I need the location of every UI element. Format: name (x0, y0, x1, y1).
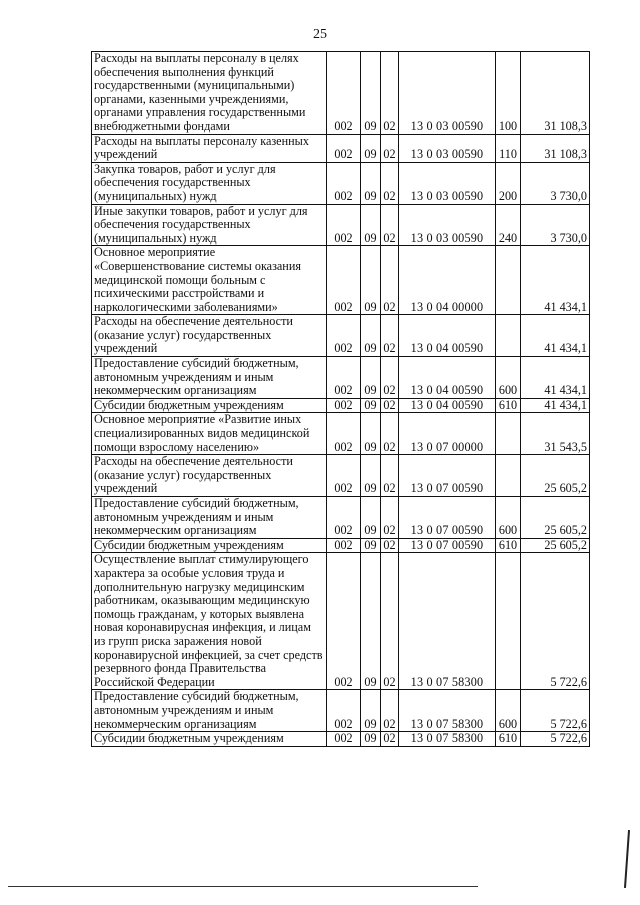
cell-rz: 09 (361, 455, 381, 497)
table-row (92, 162, 590, 204)
cell-rz: 09 (361, 246, 381, 315)
cell-vr (496, 413, 521, 455)
cell-pr: 02 (381, 497, 399, 539)
cell-sum: 41 434,1 (521, 398, 590, 413)
cell-vr: 100 (496, 52, 521, 135)
cell-name: Иные закупки товаров, работ и услуг для обеспечения государственных (муниципальных) нужд (92, 204, 327, 246)
cell-ved: 002 (327, 690, 361, 732)
cell-name: Закупка товаров, работ и услуг для обеспечения государственных (муниципальных) нужд (92, 162, 327, 204)
cell-sum: 5 722,6 (521, 690, 590, 732)
cell-sum: 41 434,1 (521, 246, 590, 315)
cell-pr: 02 (381, 732, 399, 747)
cell-rz: 09 (361, 413, 381, 455)
cell-vr (496, 553, 521, 690)
table-row (92, 538, 590, 553)
cell-sum: 3 730,0 (521, 204, 590, 246)
cell-rz: 09 (361, 398, 381, 413)
cell-pr: 02 (381, 553, 399, 690)
cell-name: Осуществление выплат стимулирующего характера за особые условия труда и дополнительную нагрузку медицинским работникам, оказывающим медицинскую помощь гражданам, у которых выявлена новая коронавирусная инфекция, и лицам из групп риска заражения новой коронавирусной инфекцией, за счет средств резервного фонда Правительства Российской Федерации (92, 553, 327, 690)
cell-pr: 02 (381, 134, 399, 162)
cell-vr: 600 (496, 497, 521, 539)
table-row (92, 204, 590, 246)
table-row (92, 398, 590, 413)
scan-mark (624, 830, 630, 888)
cell-name: Расходы на обеспечение деятельности (оказание услуг) государственных учреждений (92, 455, 327, 497)
cell-vr: 610 (496, 732, 521, 747)
cell-csr: 13 0 04 00590 (399, 357, 496, 399)
cell-sum: 5 722,6 (521, 553, 590, 690)
cell-ved: 002 (327, 134, 361, 162)
cell-pr: 02 (381, 413, 399, 455)
cell-ved: 002 (327, 497, 361, 539)
cell-name: Расходы на выплаты персоналу в целях обеспечения выполнения функций государственными (муниципальными) органами, казенными учреждениями, органами управления государственными внебюджетными фондами (92, 52, 327, 135)
cell-ved: 002 (327, 204, 361, 246)
cell-pr: 02 (381, 455, 399, 497)
cell-rz: 09 (361, 732, 381, 747)
cell-vr: 610 (496, 398, 521, 413)
cell-csr: 13 0 03 00590 (399, 134, 496, 162)
cell-name: Субсидии бюджетным учреждениям (92, 398, 327, 413)
table-row (92, 497, 590, 539)
table-row (92, 690, 590, 732)
cell-name: Основное мероприятие «Развитие иных специализированных видов медицинской помощи взрослому населению» (92, 413, 327, 455)
cell-rz: 09 (361, 538, 381, 553)
cell-ved: 002 (327, 413, 361, 455)
cell-sum: 25 605,2 (521, 538, 590, 553)
cell-csr: 13 0 03 00590 (399, 204, 496, 246)
cell-csr: 13 0 04 00590 (399, 398, 496, 413)
cell-rz: 09 (361, 553, 381, 690)
cell-pr: 02 (381, 204, 399, 246)
cell-sum: 25 605,2 (521, 455, 590, 497)
cell-pr: 02 (381, 690, 399, 732)
cell-vr: 610 (496, 538, 521, 553)
cell-ved: 002 (327, 553, 361, 690)
cell-name: Субсидии бюджетным учреждениям (92, 538, 327, 553)
cell-vr: 240 (496, 204, 521, 246)
cell-name: Расходы на обеспечение деятельности (оказание услуг) государственных учреждений (92, 315, 327, 357)
cell-pr: 02 (381, 246, 399, 315)
cell-ved: 002 (327, 52, 361, 135)
cell-sum: 31 108,3 (521, 134, 590, 162)
cell-csr: 13 0 07 58300 (399, 690, 496, 732)
bottom-rule (8, 886, 478, 887)
cell-sum: 41 434,1 (521, 357, 590, 399)
cell-pr: 02 (381, 162, 399, 204)
cell-sum: 41 434,1 (521, 315, 590, 357)
cell-rz: 09 (361, 204, 381, 246)
cell-vr: 600 (496, 357, 521, 399)
cell-rz: 09 (361, 690, 381, 732)
table-row (92, 52, 590, 135)
page-number: 25 (313, 27, 327, 42)
table-row (92, 246, 590, 315)
cell-rz: 09 (361, 134, 381, 162)
cell-rz: 09 (361, 162, 381, 204)
cell-csr: 13 0 07 00590 (399, 455, 496, 497)
table-row (92, 134, 590, 162)
cell-csr: 13 0 07 58300 (399, 732, 496, 747)
cell-sum: 3 730,0 (521, 162, 590, 204)
cell-rz: 09 (361, 497, 381, 539)
cell-pr: 02 (381, 315, 399, 357)
table-row (92, 315, 590, 357)
cell-ved: 002 (327, 357, 361, 399)
cell-vr: 200 (496, 162, 521, 204)
cell-rz: 09 (361, 52, 381, 135)
cell-csr: 13 0 03 00590 (399, 162, 496, 204)
cell-csr: 13 0 07 00590 (399, 538, 496, 553)
cell-pr: 02 (381, 357, 399, 399)
cell-pr: 02 (381, 398, 399, 413)
cell-vr: 600 (496, 690, 521, 732)
cell-name: Предоставление субсидий бюджетным, автономным учреждениям и иным некоммерческим организациям (92, 690, 327, 732)
table-row (92, 413, 590, 455)
cell-csr: 13 0 07 58300 (399, 553, 496, 690)
cell-csr: 13 0 07 00590 (399, 497, 496, 539)
cell-vr (496, 246, 521, 315)
cell-pr: 02 (381, 538, 399, 553)
cell-sum: 5 722,6 (521, 732, 590, 747)
cell-sum: 31 108,3 (521, 52, 590, 135)
cell-rz: 09 (361, 315, 381, 357)
cell-vr (496, 455, 521, 497)
cell-ved: 002 (327, 455, 361, 497)
cell-ved: 002 (327, 732, 361, 747)
cell-csr: 13 0 04 00000 (399, 246, 496, 315)
table-row (92, 732, 590, 747)
cell-ved: 002 (327, 162, 361, 204)
cell-rz: 09 (361, 357, 381, 399)
table-row (92, 553, 590, 690)
cell-name: Субсидии бюджетным учреждениям (92, 732, 327, 747)
cell-csr: 13 0 04 00590 (399, 315, 496, 357)
cell-ved: 002 (327, 246, 361, 315)
table-row (92, 455, 590, 497)
table-row (92, 357, 590, 399)
cell-name: Предоставление субсидий бюджетным, автономным учреждениям и иным некоммерческим организациям (92, 497, 327, 539)
cell-sum: 31 543,5 (521, 413, 590, 455)
cell-pr: 02 (381, 52, 399, 135)
cell-vr: 110 (496, 134, 521, 162)
cell-csr: 13 0 03 00590 (399, 52, 496, 135)
cell-name: Предоставление субсидий бюджетным, автономным учреждениям и иным некоммерческим организациям (92, 357, 327, 399)
cell-name: Расходы на выплаты персоналу казенных учреждений (92, 134, 327, 162)
cell-name: Основное мероприятие «Совершенствование системы оказания медицинской помощи больным с психическими расстройствами и наркологическими заболеваниями» (92, 246, 327, 315)
budget-table (91, 51, 590, 747)
cell-vr (496, 315, 521, 357)
cell-ved: 002 (327, 538, 361, 553)
cell-ved: 002 (327, 398, 361, 413)
cell-ved: 002 (327, 315, 361, 357)
cell-sum: 25 605,2 (521, 497, 590, 539)
cell-csr: 13 0 07 00000 (399, 413, 496, 455)
